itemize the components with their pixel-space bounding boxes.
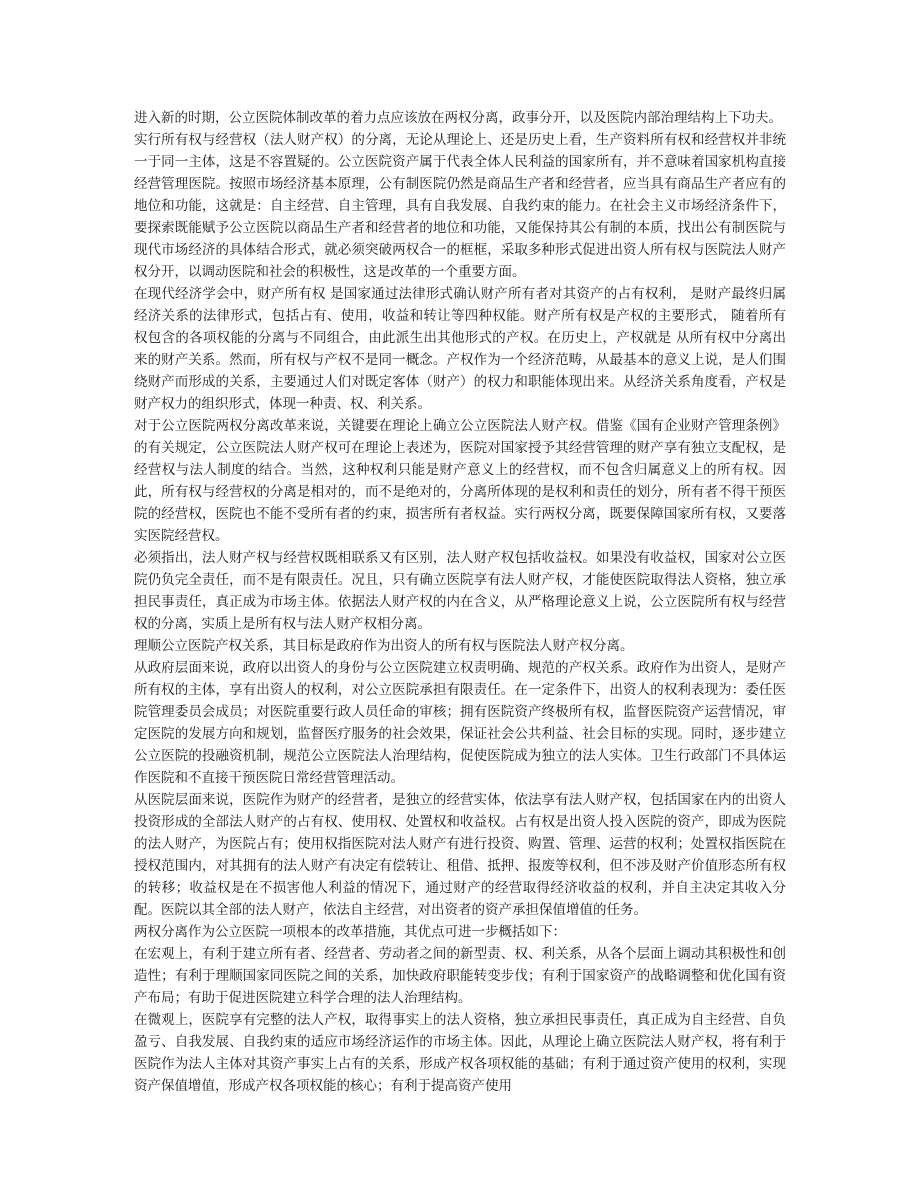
paragraph: 对于公立医院两权分离改革来说，关键要在理论上确立公立医院法人财产权。借鉴《国有企业财产管理条例》的有关规定，公立医院法人财产权可在理论上表述为，医院对国家授予其经营管理的财产享有独立支配权，是经营权与法人制度的结合。当然，这种权利只能是财产意义上的经营权，而不包含归属意义上的所有权。因此，所有权与经营权的分离是相对的，而不是绝对的，分离所体现的是权利和责任的划分，所有者不得干预医院的经营权，医院也不能不受所有者的约束，损害所有者权益。实行两权分离，既要保障国家所有权，又要落实医院经营权。: [134, 418, 786, 544]
paragraph: 从政府层面来说，政府以出资人的身份与公立医院建立权责明确、规范的产权关系。政府作为出资人，是财产所有权的主体，享有出资人的权利，对公立医院承担有限责任。在一定条件下，出资人的权利表现为：委任医院管理委员会成员；对医院重要行政人员任命的审核；拥有医院资产终极所有权，监督医院资产运营情况，审定医院的发展方向和规划，监督医疗服务的社会效果，保证社会公共利益、社会目标的实现。同时，逐步建立公立医院的投融资机制，规范公立医院法人治理结构，促使医院成为独立的法人实体。卫生行政部门不具体运作医院和不直接干预医院日常经营管理活动。: [134, 660, 786, 786]
paragraph: 从医院层面来说，医院作为财产的经营者，是独立的经营实体，依法享有法人财产权，包括国家在内的出资人投资形成的全部法人财产的占有权、使用权、处置权和收益权。占有权是出资人投入医院的资产，即成为医院的法人财产，为医院占有；使用权指医院对法人财产有进行投资、购置、管理、运营的权利；处置权指医院在授权范围内，对其拥有的法人财产有决定有偿转让、租借、抵押、报废等权利，但不涉及财产价值形态所有权的转移；收益权是在不损害他人利益的情况下，通过财产的经营取得经济收益的权利，并自主决定其收入分配。医院以其全部的法人财产，依法自主经营，对出资者的资产承担保值增值的任务。: [134, 792, 786, 918]
paragraph: 两权分离作为公立医院一项根本的改革措施，其优点可进一步概括如下：: [134, 924, 566, 940]
document-body: [134, 107, 786, 1097]
paragraph: 进入新的时期，公立医院体制改革的着力点应该放在两权分离，政事分开，以及医院内部治理结构上下功夫。: [134, 110, 782, 126]
paragraph: 在微观上，医院享有完整的法人产权，取得事实上的法人资格，独立承担民事责任，真正成为自主经营、自负盈亏、自我发展、自我约束的适应市场经济运作的市场主体。因此，从理论上确立医院法人财产权，将有利于医院作为法人主体对其资产事实上占有的关系，形成产权各项权能的基础；有利于通过资产使用的权利，实现资产保值增值，形成产权各项权能的核心；有利于提高资产使用: [134, 1012, 786, 1094]
paragraph: 在现代经济学会中，财产所有权 是国家通过法律形式确认财产所有者对其资产的占有权利， 是财产最终归属 经济关系的法律形式，包括占有、使用，收益和转让等四种权能。财产所有权是产权的主要形式， 随着所有权包含的各项权能的分离与不同组合，由此派生出其他形式的产权。在历史上，产权就是 从所有权中分离出来的财产关系。然而，所有权与产权不是同一概念。产权作为一个经济范畴，从最基本的意义上说，是人们围绕财产而形成的关系，主要通过人们对既定客体（财产）的权力和职能体现出来。从经济关系角度看，产权是财产权力的组织形式，体现一种责、权、利关系。: [134, 286, 786, 412]
paragraph: 理顺公立医院产权关系，其目标是政府作为出资人的所有权与医院法人财产权分离。: [134, 638, 634, 654]
paragraph: 实行所有权与经营权（法人财产权）的分离，无论从理论上、还是历史上看，生产资料所有权和经营权并非统一于同一主体，这是不容置疑的。公立医院资产属于代表全体人民利益的国家所有，并不意味着国家机构直接经营管理医院。按照市场经济基本原理，公有制医院仍然是商品生产者和经营者，应当具有商品生产者应有的地位和功能，这就是：自主经营、自主管理，具有自我发展、自我约束的能力。在社会主义市场经济条件下，要探索既能赋予公立医院以商品生产者和经营者的地位和功能，又能保持其公有制的本质，找出公有制医院与现代市场经济的具体结合形式，就必须突破两权合一的框框，采取多种形式促进出资人所有权与医院法人财产权分开，以调动医院和社会的积极性，这是改革的一个重要方面。: [134, 132, 786, 280]
paragraph: 在宏观上，有利于建立所有者、经营者、劳动者之间的新型责、权、利关系，从各个层面上调动其积极性和创造性；有利于理顺国家同医院之间的关系，加快政府职能转变步伐；有利于国家资产的战略调整和优化国有资产布局；有助于促进医院建立科学合理的法人治理结构。: [134, 946, 786, 1006]
paragraph: 必须指出，法人财产权与经营权既相联系又有区别，法人财产权包括收益权。如果没有收益权，国家对公立医院仍负完全责任，而不是有限责任。况且，只有确立医院享有法人财产权，才能使医院取得法人资格，独立承担民事责任，真正成为市场主体。依据法人财产权的内在含义，从严格理论意义上说，公立医院所有权与经营权的分离，实质上是所有权与法人财产权相分离。: [134, 550, 786, 632]
